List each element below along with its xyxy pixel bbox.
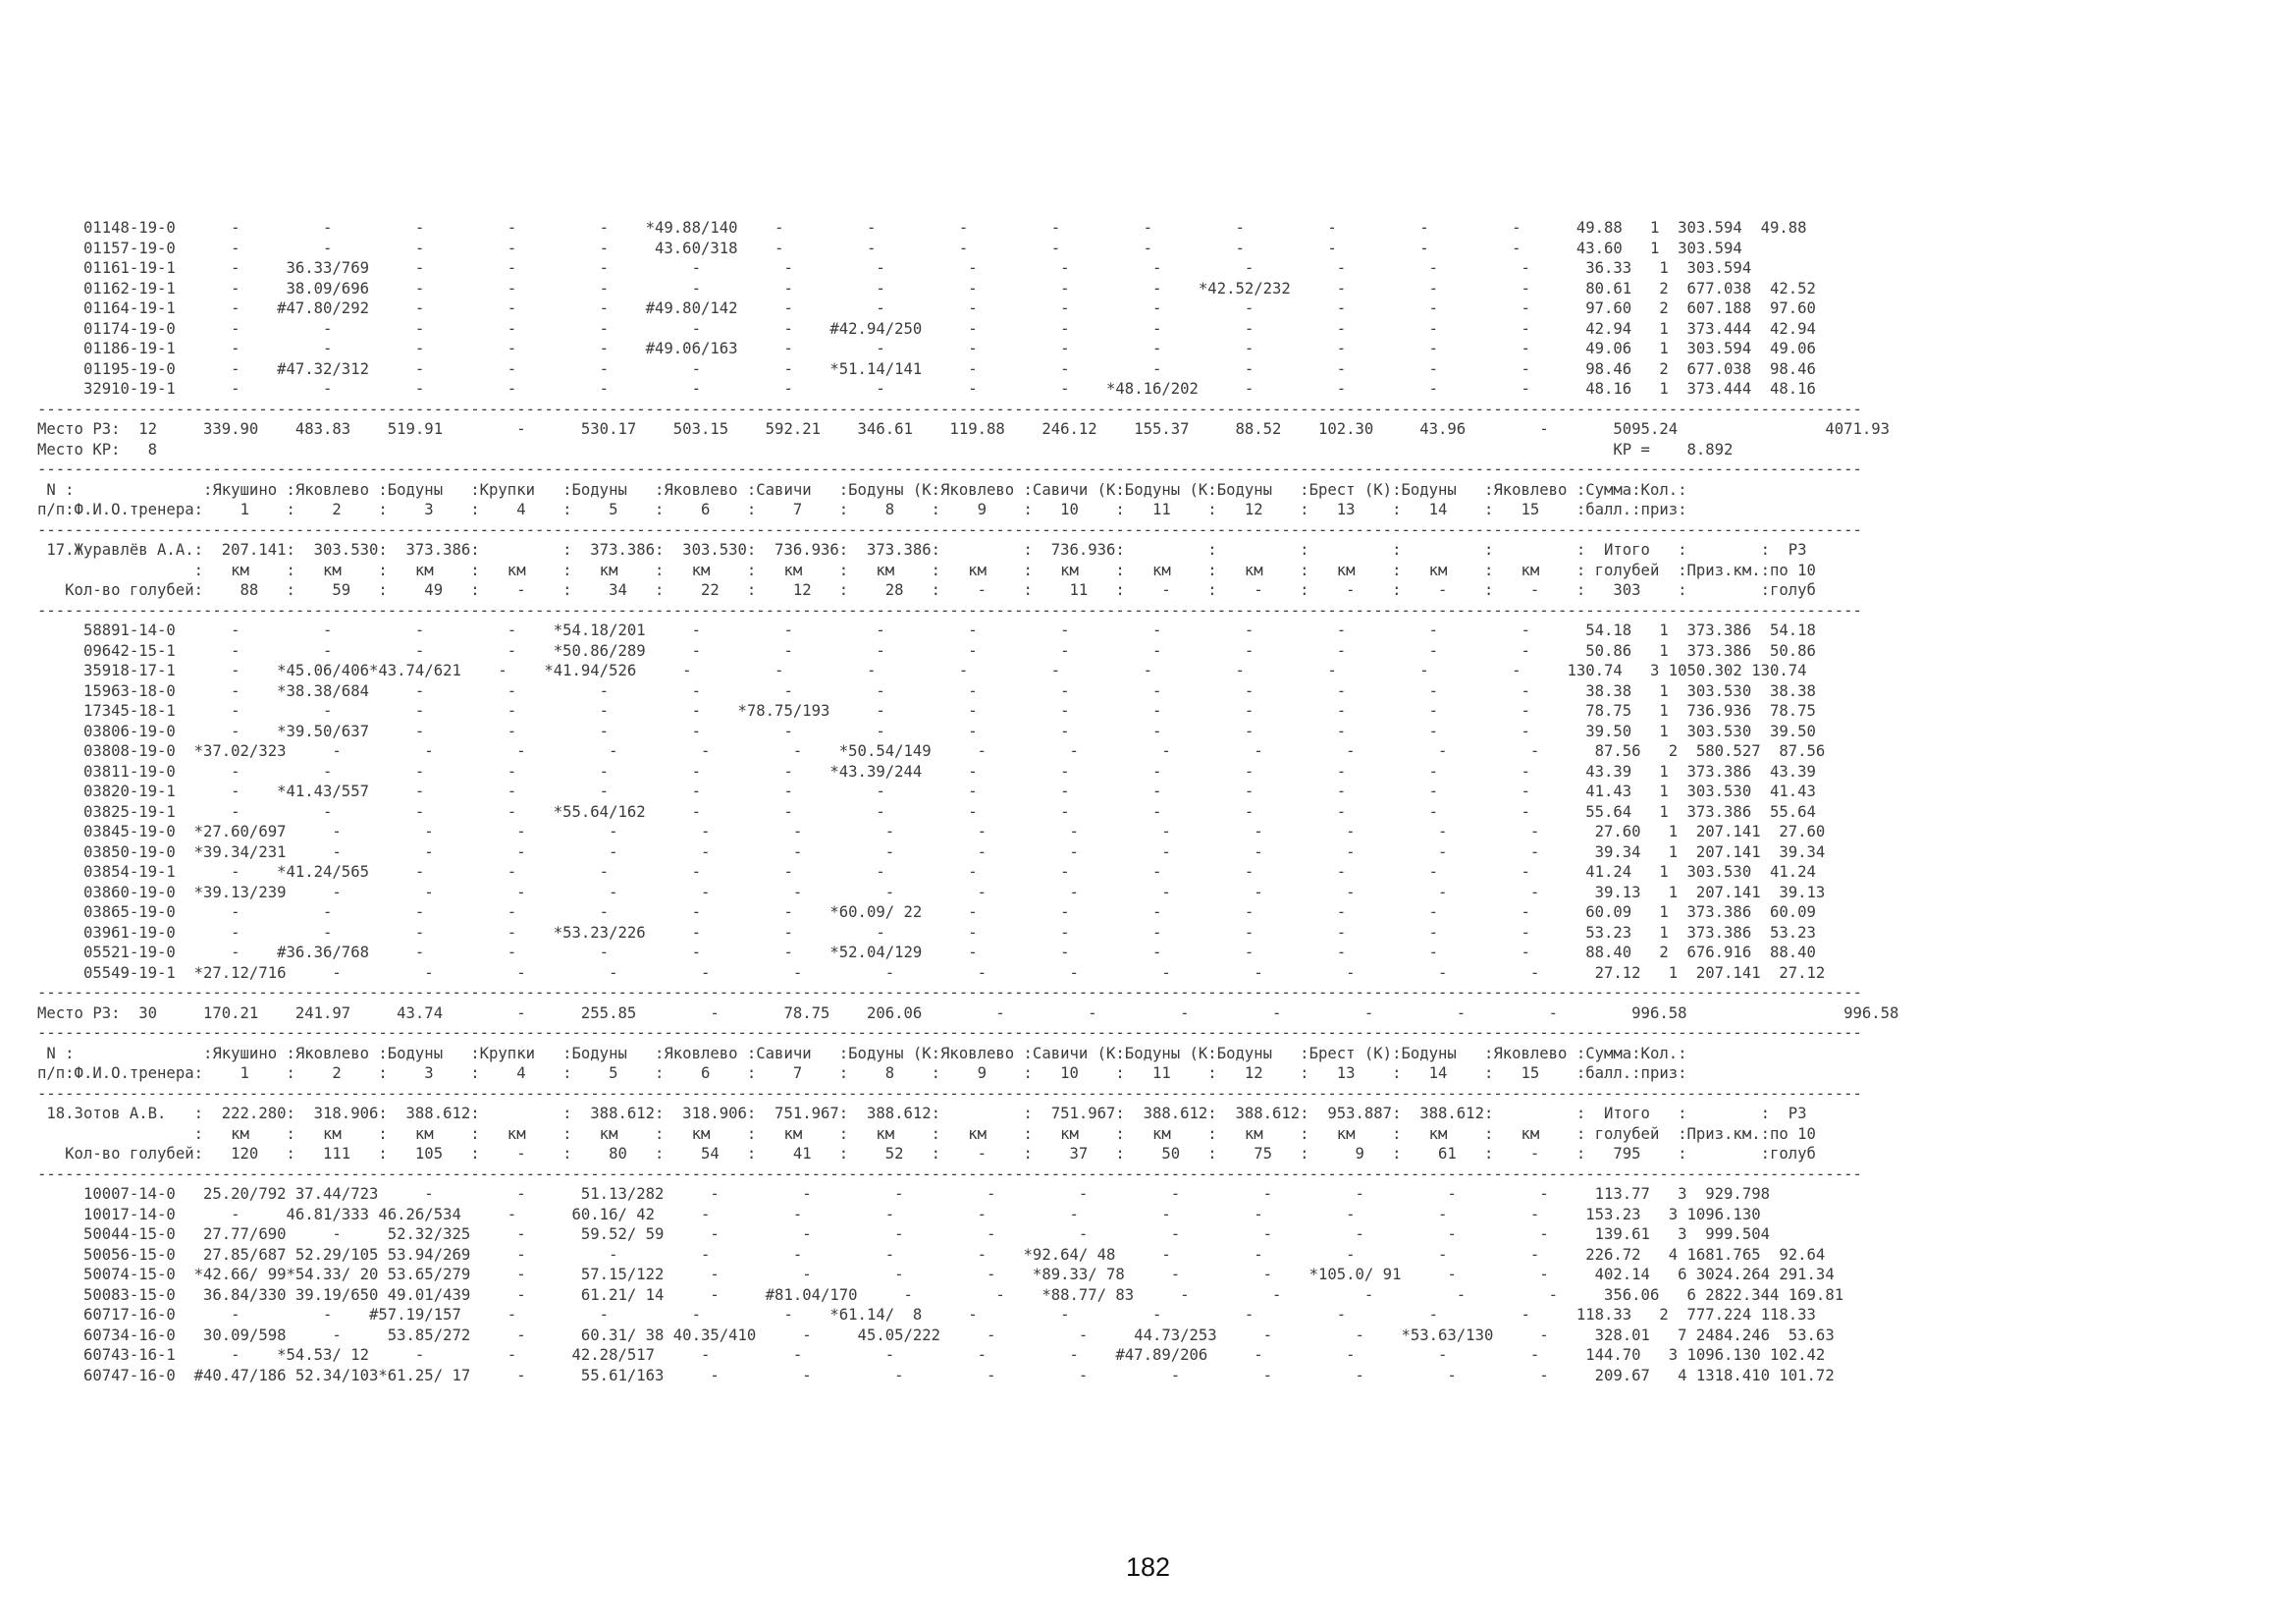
report-line: 10017-14-0 - 46.81/333 46.26/534 - 60.16/ 42 - - - - - - - - - - 153.23 3 1096.130 xyxy=(37,1205,1761,1223)
report-line: : км : км : км : км : км : км : км : км : км : км : км : км : км : км : км : голубей :Приз.км.:по 10 xyxy=(37,1124,1816,1143)
report-line: 60743-16-1 - *54.53/ 12 - - 42.28/517 - - - - - #47.89/206 - - - - 144.70 3 1096.130 102.42 xyxy=(37,1346,1826,1364)
report-line: 60734-16-0 30.09/598 - 53.85/272 - 60.31/ 38 40.35/410 - 45.05/222 - - 44.73/253 - - *53.63/130 - 328.01 7 2484.246 53.63 xyxy=(37,1326,1835,1344)
report-line: 35918-17-1 - *45.06/406*43.74/621 - *41.94/526 - - - - - - - - - - 130.74 3 1050.302 130.74 xyxy=(37,662,1807,679)
report-line: 60717-16-0 - - #57.19/157 - - - - *61.14/ 8 - - - - - - - 118.33 2 777.224 118.33 xyxy=(37,1306,1816,1324)
report-line: 58891-14-0 - - - - *54.18/201 - - - - - - - - - - 54.18 1 373.386 54.18 xyxy=(37,622,1816,639)
report-line: : км : км : км : км : км : км : км : км : км : км : км : км : км : км : км : голубей :Приз.км.:по 10 xyxy=(37,561,1816,579)
report-line: N : :Якушино :Яковлево :Бодуны :Крупки :Бодуны :Яковлево :Савичи :Бодуны (К:Яковлево :Савичи (К:Бодуны (К:Бодуны :Брест (К):Бодуны :Яковлево :Сумма:Кол.: xyxy=(37,1044,1687,1062)
report-line: 03865-19-0 - - - - - - - *60.09/ 22 - - - - - - - 60.09 1 373.386 60.09 xyxy=(37,903,1816,921)
report-line: 15963-18-0 - *38.38/684 - - - - - - - - - - - - - 38.38 1 303.530 38.38 xyxy=(37,681,1816,700)
report-line: 17345-18-1 - - - - - - *78.75/193 - - - - - - - - 78.75 1 736.936 78.75 xyxy=(37,702,1816,720)
report-line: п/п:Ф.И.О.тренера: 1 : 2 : 3 : 4 : 5 : 6 : 7 : 8 : 9 : 10 : 11 : 12 : 13 : 14 : 15 :балл.:приз: xyxy=(37,501,1687,518)
report-line: 03825-19-1 - - - - *55.64/162 - - - - - - - - - - 55.64 1 373.386 55.64 xyxy=(37,802,1816,821)
report-line: 50074-15-0 *42.66/ 99*54.33/ 20 53.65/279 - 57.15/122 - - - - *89.33/ 78 - - *105.0/ 91 - - 402.14 6 3024.264 291.34 xyxy=(37,1266,1835,1283)
report-line: 09642-15-1 - - - - *50.86/289 - - - - - - - - - - 50.86 1 373.386 50.86 xyxy=(37,641,1816,660)
report-line: Место РЗ: 30 170.21 241.97 43.74 - 255.85 - 78.75 206.06 - - - - - - - 996.58 996.58 xyxy=(37,1003,1899,1022)
report-line: 18.Зотов А.В. : 222.280: 318.906: 388.612: : 388.612: 318.906: 751.967: 388.612: : 751.967: 388.612: 388.612: 953.887: 388.612: : Итого : : РЗ xyxy=(37,1105,1807,1122)
report-line: 01161-19-1 - 36.33/769 - - - - - - - - - - - - - 36.33 1 303.594 xyxy=(37,259,1752,277)
report-line: ------------------------------------------------------------------------------------------------------------------------------------------------------------------------------------------------------ xyxy=(37,1164,1862,1183)
report-line: Место РЗ: 12 339.90 483.83 519.91 - 530.17 503.15 592.21 346.61 119.88 246.12 155.37 88.52 102.30 43.96 - 5095.24 4071.93 xyxy=(37,420,1891,438)
report-line: 01186-19-1 - - - - - #49.06/163 - - - - - - - - - 49.06 1 303.594 49.06 xyxy=(37,340,1816,357)
report-line: 03860-19-0 *39.13/239 - - - - - - - - - - - - - - 39.13 1 207.141 39.13 xyxy=(37,883,1826,901)
report-line: 01195-19-0 - #47.32/312 - - - - - *51.14/141 - - - - - - - 98.46 2 677.038 98.46 xyxy=(37,359,1816,378)
report-line: 01174-19-0 - - - - - - - #42.94/250 - - - - - - - 42.94 1 373.444 42.94 xyxy=(37,319,1816,338)
report-line: 01157-19-0 - - - - - 43.60/318 - - - - - - - - - 43.60 1 303.594 xyxy=(37,239,1742,257)
report-line: 01164-19-1 - #47.80/292 - - - #49.80/142 - - - - - - - - - 97.60 2 607.188 97.60 xyxy=(37,299,1816,317)
page-number: 182 xyxy=(1125,1552,1171,1582)
report-line: 05549-19-1 *27.12/716 - - - - - - - - - - - - - - 27.12 1 207.141 27.12 xyxy=(37,963,1826,982)
report-line: Кол-во голубей: 88 : 59 : 49 : - : 34 : 22 : 12 : 28 : - : 11 : - : - : - : - : - : 303 : :голуб xyxy=(37,581,1816,599)
report-line: ------------------------------------------------------------------------------------------------------------------------------------------------------------------------------------------------------ xyxy=(37,460,1862,478)
report-line: 01162-19-1 - 38.09/696 - - - - - - - - - *42.52/232 - - - 80.61 2 677.038 42.52 xyxy=(37,279,1816,298)
report-line: ------------------------------------------------------------------------------------------------------------------------------------------------------------------------------------------------------ xyxy=(37,400,1862,418)
report-line: 03808-19-0 *37.02/323 - - - - - - *50.54/149 - - - - - - - 87.56 2 580.527 87.56 xyxy=(37,742,1826,760)
report-line: 60747-16-0 #40.47/186 52.34/103*61.25/ 17 - 55.61/163 - - - - - - - - - - 209.67 4 1318.410 101.72 xyxy=(37,1366,1835,1384)
report-line: 03854-19-1 - *41.24/565 - - - - - - - - - - - - - 41.24 1 303.530 41.24 xyxy=(37,863,1816,881)
report-line: ------------------------------------------------------------------------------------------------------------------------------------------------------------------------------------------------------ xyxy=(37,1024,1862,1042)
report-line: 05521-19-0 - #36.36/768 - - - - - *52.04/129 - - - - - - - 88.40 2 676.916 88.40 xyxy=(37,944,1816,961)
report-line: ------------------------------------------------------------------------------------------------------------------------------------------------------------------------------------------------------ xyxy=(37,984,1862,1001)
report-line: 32910-19-1 - - - - - - - - - - *48.16/202 - - - - 48.16 1 373.444 48.16 xyxy=(37,380,1816,398)
report-line: ------------------------------------------------------------------------------------------------------------------------------------------------------------------------------------------------------ xyxy=(37,601,1862,620)
report-line: 50044-15-0 27.77/690 - 52.32/325 - 59.52/ 59 - - - - - - - - - - 139.61 3 999.504 xyxy=(37,1225,1770,1243)
report-line: Место КР: 8 КР = 8.892 xyxy=(37,440,1734,459)
report-line: N : :Якушино :Яковлево :Бодуны :Крупки :Бодуны :Яковлево :Савичи :Бодуны (К:Яковлево :Савичи (К:Бодуны (К:Бодуны :Брест (К):Бодуны :Яковлево :Сумма:Кол.: xyxy=(37,480,1687,499)
race-results-report xyxy=(37,218,1898,1385)
report-line: 01148-19-0 - - - - - *49.88/140 - - - - - - - - - 49.88 1 303.594 49.88 xyxy=(37,219,1807,237)
report-line: ------------------------------------------------------------------------------------------------------------------------------------------------------------------------------------------------------ xyxy=(37,1084,1862,1103)
report-line: 03850-19-0 *39.34/231 - - - - - - - - - - - - - - 39.34 1 207.141 39.34 xyxy=(37,842,1826,861)
report-line: 03961-19-0 - - - - *53.23/226 - - - - - - - - - - 53.23 1 373.386 53.23 xyxy=(37,923,1816,942)
report-line: 50056-15-0 27.85/687 52.29/105 53.94/269 - - - - - - *92.64/ 48 - - - - - 226.72 4 1681.765 92.64 xyxy=(37,1245,1826,1264)
report-line: 10007-14-0 25.20/792 37.44/723 - - 51.13/282 - - - - - - - - - - 113.77 3 929.798 xyxy=(37,1185,1770,1203)
report-line: 50083-15-0 36.84/330 39.19/650 49.01/439 - 61.21/ 14 - #81.04/170 - - *88.77/ 83 - - - - - 356.06 6 2822.344 169.81 xyxy=(37,1285,1844,1304)
report-line: 17.Журавлёв А.А.: 207.141: 303.530: 373.386: : 373.386: 303.530: 736.936: 373.386: : 736.936: : : : : : Итого : : РЗ xyxy=(37,541,1807,559)
report-line: 03820-19-1 - *41.43/557 - - - - - - - - - - - - - 41.43 1 303.530 41.43 xyxy=(37,783,1816,800)
report-line: 03806-19-0 - *39.50/637 - - - - - - - - - - - - - 39.50 1 303.530 39.50 xyxy=(37,722,1816,740)
report-line: Кол-во голубей: 120 : 111 : 105 : - : 80 : 54 : 41 : 52 : - : 37 : 50 : 75 : 9 : 61 : - : 795 : :голуб xyxy=(37,1145,1816,1163)
report-line: ------------------------------------------------------------------------------------------------------------------------------------------------------------------------------------------------------ xyxy=(37,520,1862,539)
report-line: 03811-19-0 - - - - - - - *43.39/244 - - - - - - - 43.39 1 373.386 43.39 xyxy=(37,762,1816,781)
report-line: п/п:Ф.И.О.тренера: 1 : 2 : 3 : 4 : 5 : 6 : 7 : 8 : 9 : 10 : 11 : 12 : 13 : 14 : 15 :балл.:приз: xyxy=(37,1064,1687,1082)
report-line: 03845-19-0 *27.60/697 - - - - - - - - - - - - - - 27.60 1 207.141 27.60 xyxy=(37,823,1826,840)
